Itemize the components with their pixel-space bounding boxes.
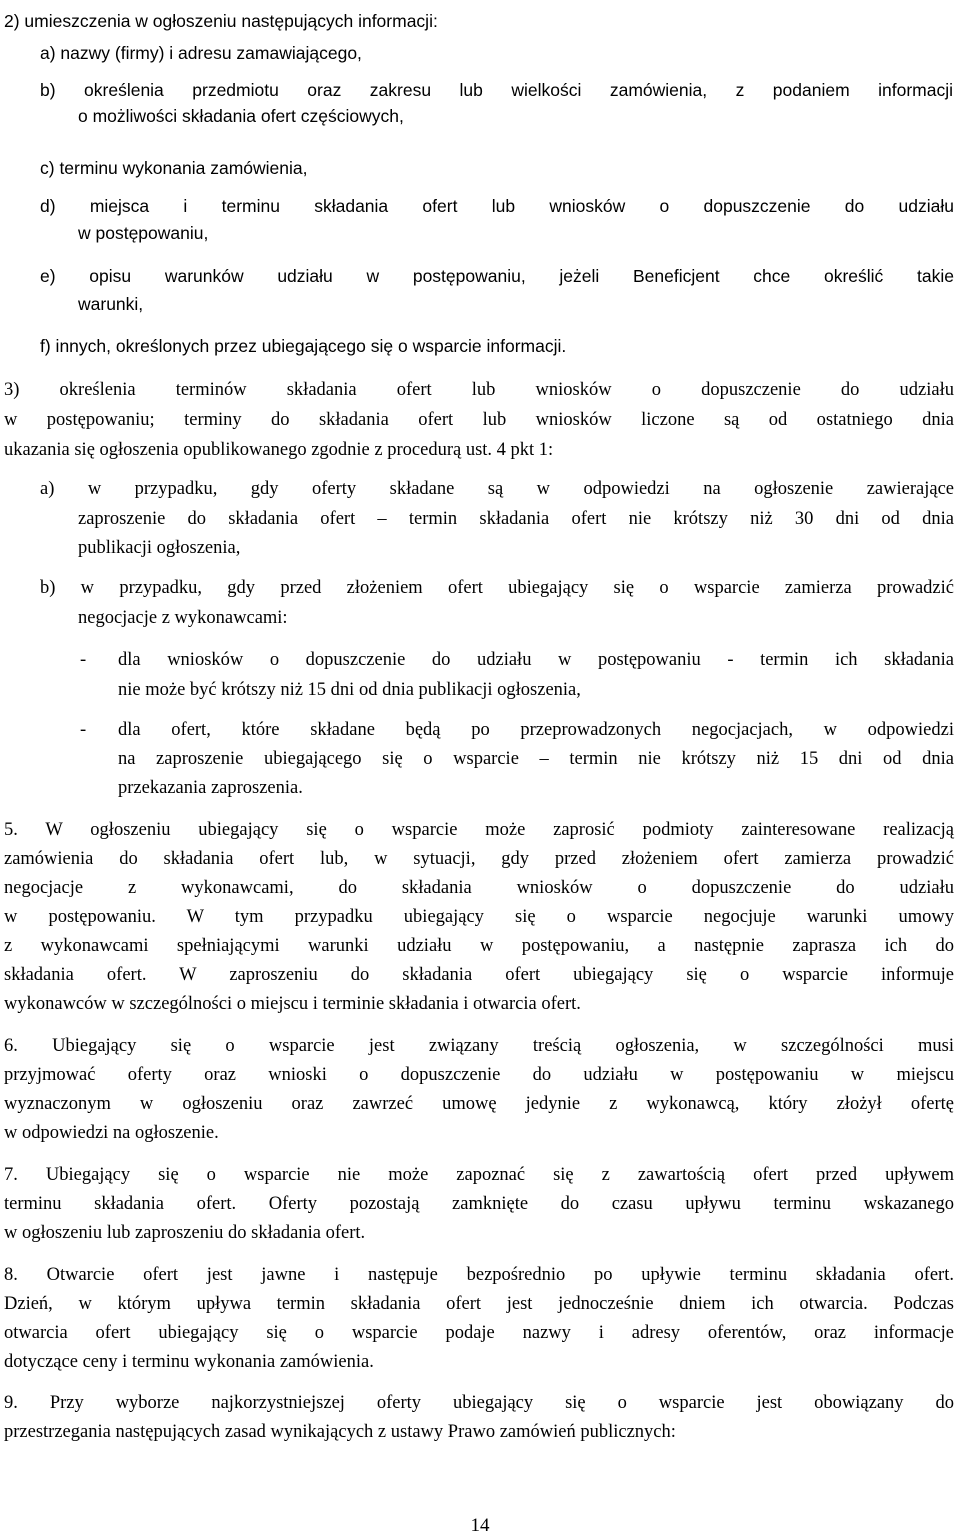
text-line: c) terminu wykonania zamówienia, — [40, 158, 308, 178]
text-line: negocjacje z wykonawcami: — [78, 608, 288, 628]
text-line: Dzień, w którym upływa termin składania ofert jest jednocześnie dniem ich otwarcia. Podczas — [4, 1294, 954, 1314]
text-line: terminu składania ofert. Oferty pozostają zamknięte do czasu upływu terminu wskazanego — [4, 1194, 954, 1214]
text-line: d) miejsca i terminu składania ofert lub wniosków o dopuszczenie do udziału — [40, 196, 954, 216]
text-line: w odpowiedzi na ogłoszenie. — [4, 1123, 219, 1143]
text-line: 9. Przy wyborze najkorzystniejszej oferty ubiegający się o wsparcie jest obowiązany do — [4, 1393, 954, 1413]
text-line: otwarcia ofert ubiegający się o wsparcie podaje nazwy i adresy oferentów, oraz informacje — [4, 1323, 954, 1343]
text-line: 6. Ubiegający się o wsparcie jest związany treścią ogłoszenia, w szczególności musi — [4, 1036, 954, 1056]
text-line: a) w przypadku, gdy oferty składane są w odpowiedzi na ogłoszenie zawierające — [40, 479, 954, 499]
text-line: negocjacje z wykonawcami, do składania wniosków o dopuszczenie do udziału — [4, 878, 954, 898]
text-line: w ogłoszeniu lub zaproszeniu do składania ofert. — [4, 1223, 366, 1243]
text-line: dla wniosków o dopuszczenie do udziału w postępowaniu - termin ich składania — [118, 650, 954, 670]
text-line: dla ofert, które składane będą po przeprowadzonych negocjacjach, w odpowiedzi — [118, 720, 954, 740]
text-line: 3) określenia terminów składania ofert lub wniosków o dopuszczenie do udziału — [4, 380, 954, 400]
list-dash: - — [80, 650, 87, 670]
text-line: o możliwości składania ofert częściowych, — [78, 106, 404, 126]
text-line: ukazania się ogłoszenia opublikowanego zgodnie z procedurą ust. 4 pkt 1: — [4, 440, 554, 460]
text-line: w postępowaniu, — [78, 223, 209, 243]
text-line: składania ofert. W zaproszeniu do składania ofert ubiegający się o wsparcie informuje — [4, 965, 954, 985]
text-line: b) określenia przedmiotu oraz zakresu lub wielkości zamówienia, z podaniem informacji — [40, 80, 953, 100]
text-line: zaproszenie do składania ofert – termin składania ofert nie krótszy niż 30 dni od dnia — [78, 509, 954, 529]
page-number: 14 — [470, 1515, 490, 1536]
list-dash: - — [80, 720, 87, 740]
text-line: a) nazwy (firmy) i adresu zamawiającego, — [40, 43, 362, 63]
text-line: dotyczące ceny i terminu wykonania zamówienia. — [4, 1352, 374, 1372]
text-line: 2) umieszczenia w ogłoszeniu następujących informacji: — [4, 11, 438, 31]
text-line: w postępowaniu. W tym przypadku ubiegający się o wsparcie negocjuje warunki umowy — [4, 907, 954, 927]
text-line: 5. W ogłoszeniu ubiegający się o wsparcie może zaprosić podmioty zainteresowane realizacją — [4, 820, 954, 840]
text-line: przyjmować oferty oraz wnioski o dopuszczenie do udziału w postępowaniu w miejscu — [4, 1065, 954, 1085]
text-line: wykonawców w szczególności o miejscu i terminie składania i otwarcia ofert. — [4, 994, 581, 1014]
text-line: wyznaczonym w ogłoszeniu oraz zawrzeć umowę jedynie z wykonawcą, który złożył ofertę — [4, 1094, 954, 1114]
text-line: zamówienia do składania ofert lub, w sytuacji, gdy przed złożeniem ofert zamierza prowadzić — [4, 849, 954, 869]
text-line: przestrzegania następujących zasad wynikających z ustawy Prawo zamówień publicznych: — [4, 1422, 676, 1442]
text-line: b) w przypadku, gdy przed złożeniem ofert ubiegający się o wsparcie zamierza prowadzić — [40, 578, 954, 598]
text-line: z wykonawcami spełniającymi warunki udziału w postępowaniu, a następnie zaprasza ich do — [4, 936, 954, 956]
text-line: f) innych, określonych przez ubiegającego się o wsparcie informacji. — [40, 336, 567, 356]
text-line: nie może być krótszy niż 15 dni od dnia publikacji ogłoszenia, — [118, 680, 581, 700]
text-line: przekazania zaproszenia. — [118, 778, 303, 798]
text-line: e) opisu warunków udziału w postępowaniu, jeżeli Beneficjent chce określić takie — [40, 266, 954, 286]
text-line: 8. Otwarcie ofert jest jawne i następuje bezpośrednio po upływie terminu składania ofert. — [4, 1265, 954, 1285]
text-line: warunki, — [78, 294, 144, 314]
text-line: 7. Ubiegający się o wsparcie nie może zapoznać się z zawartością ofert przed upływem — [4, 1165, 954, 1185]
text-line: na zaproszenie ubiegającego się o wsparcie – termin nie krótszy niż 15 dni od dnia — [118, 749, 954, 769]
text-line: publikacji ogłoszenia, — [78, 538, 241, 558]
text-line: w postępowaniu; terminy do składania ofert lub wniosków liczone są od ostatniego dnia — [4, 410, 954, 430]
